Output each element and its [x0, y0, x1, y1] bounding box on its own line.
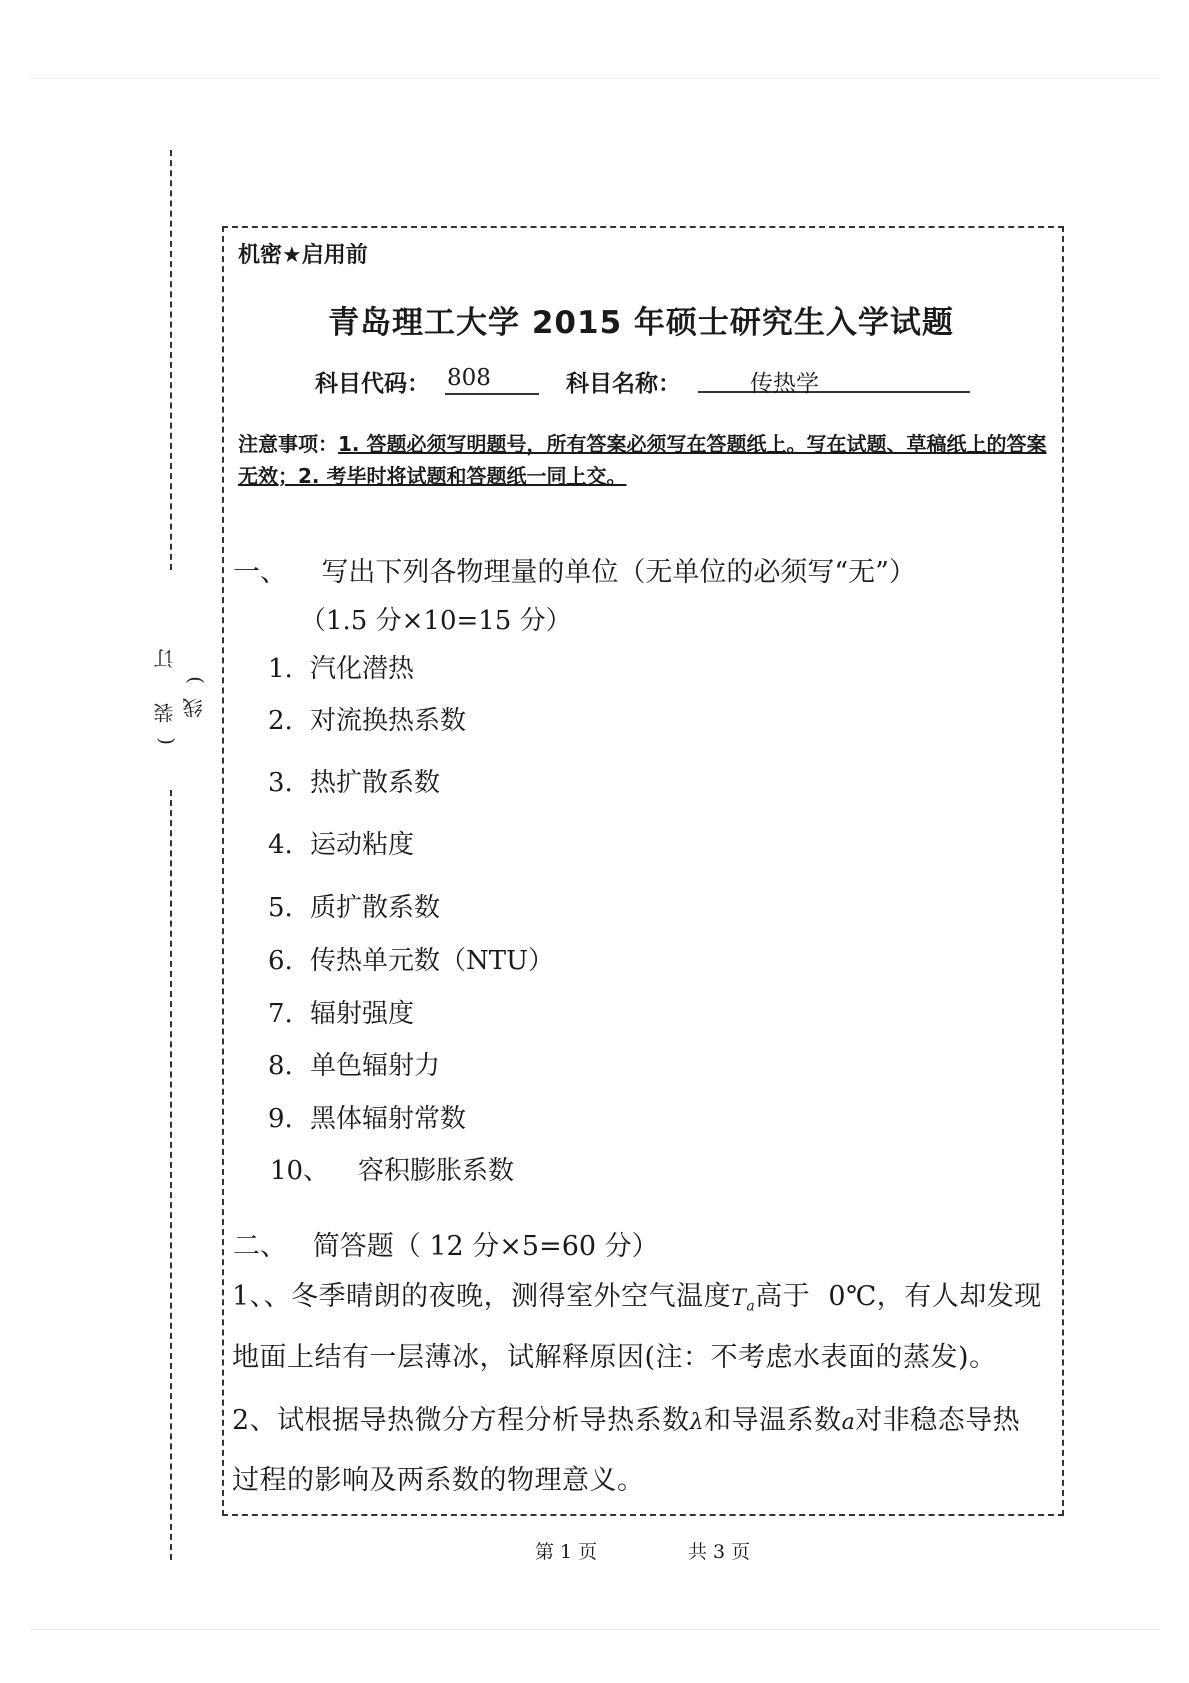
question-1-text-b: 高于 0℃，有人却发现 [755, 1281, 1042, 1312]
list-item [268, 993, 414, 1030]
subject-name-value: 传热学 [698, 365, 970, 393]
item-number: 1. [268, 654, 293, 684]
item-number: 4. [268, 830, 293, 860]
item-text: 单色辐射力 [310, 1051, 441, 1081]
question-2-text-c: 对非稳态导热 [855, 1405, 1021, 1436]
notice-label: 注意事项： [238, 432, 338, 456]
a-symbol: a [841, 1410, 856, 1435]
item-text: 容积膨胀系数 [358, 1156, 515, 1186]
question-1-line-1 [232, 1274, 1042, 1314]
item-text: 汽化潜热 [310, 654, 415, 684]
question-2-line-1 [232, 1398, 1020, 1437]
air-temperature-symbol [731, 1286, 756, 1315]
question-2-line-2: 过程的影响及两系数的物理意义。 [232, 1465, 645, 1496]
item-number: 9. [268, 1104, 293, 1134]
question-2-text-b: 和导温系数 [704, 1405, 842, 1436]
binding-line-top [170, 150, 172, 570]
item-number: 8. [268, 1051, 293, 1081]
notice-text: 1. 答题必须写明题号，所有答案必须写在答题纸上。写在试题、草稿纸上的答案无效；2. 考毕时将试题和答题纸一同上交。 [238, 432, 1047, 488]
subject-code-value: 808 [445, 365, 539, 395]
subject-code-label: 科目代码： [315, 371, 430, 397]
item-text: 运动粘度 [310, 830, 415, 860]
page-total: 共 3 页 [688, 1541, 751, 1563]
item-text: 热扩散系数 [310, 768, 441, 798]
item-number: 5. [268, 893, 293, 923]
list-item [268, 762, 440, 799]
confidential-label: 机密★启用前 [238, 243, 368, 268]
list-item [268, 887, 440, 924]
item-text: 辐射强度 [310, 999, 415, 1029]
item-number: 2. [268, 706, 293, 736]
question-1-text-a: 1、、冬季晴朗的夜晚，测得室外空气温度 [232, 1281, 732, 1312]
question-2-text-a: 2、试根据导热微分方程分析导热系数 [232, 1405, 690, 1436]
binding-line-bottom [170, 790, 172, 1560]
list-item [268, 824, 414, 861]
list-item [268, 648, 414, 685]
binding-label: (装 订 线) [153, 634, 206, 746]
symbol-subscript-a: a [746, 1298, 756, 1315]
item-number: 10、 [270, 1156, 330, 1186]
page-number: 第 1 页 [535, 1541, 598, 1563]
item-number: 3. [268, 768, 293, 798]
item-text: 传热单元数（NTU） [310, 946, 555, 976]
symbol-t: T [731, 1286, 747, 1311]
item-text: 对流换热系数 [310, 706, 467, 736]
list-item [268, 1045, 440, 1082]
lambda-symbol: λ [689, 1410, 705, 1435]
item-text: 质扩散系数 [310, 893, 441, 923]
item-text: 黑体辐射常数 [310, 1104, 467, 1134]
list-item [268, 700, 466, 737]
section1-score: （1.5 分×10=15 分） [300, 606, 572, 636]
list-item [268, 1098, 466, 1135]
section2-heading: 二、 简答题（ 12 分×5=60 分） [233, 1231, 659, 1262]
exam-frame [222, 226, 1064, 1516]
question-1-line-2: 地面上结有一层薄冰，试解释原因(注：不考虑水表面的蒸发)。 [232, 1342, 997, 1373]
section1-heading: 一、 写出下列各物理量的单位（无单位的必须写“无”） [233, 557, 916, 588]
item-number: 7. [268, 999, 293, 1029]
notice [238, 428, 1058, 492]
exam-title: 青岛理工大学 2015 年硕士研究生入学试题 [328, 305, 954, 341]
subject-name-label: 科目名称： [566, 371, 681, 397]
list-item [268, 940, 554, 977]
list-item [270, 1150, 514, 1187]
item-number: 6. [268, 946, 293, 976]
